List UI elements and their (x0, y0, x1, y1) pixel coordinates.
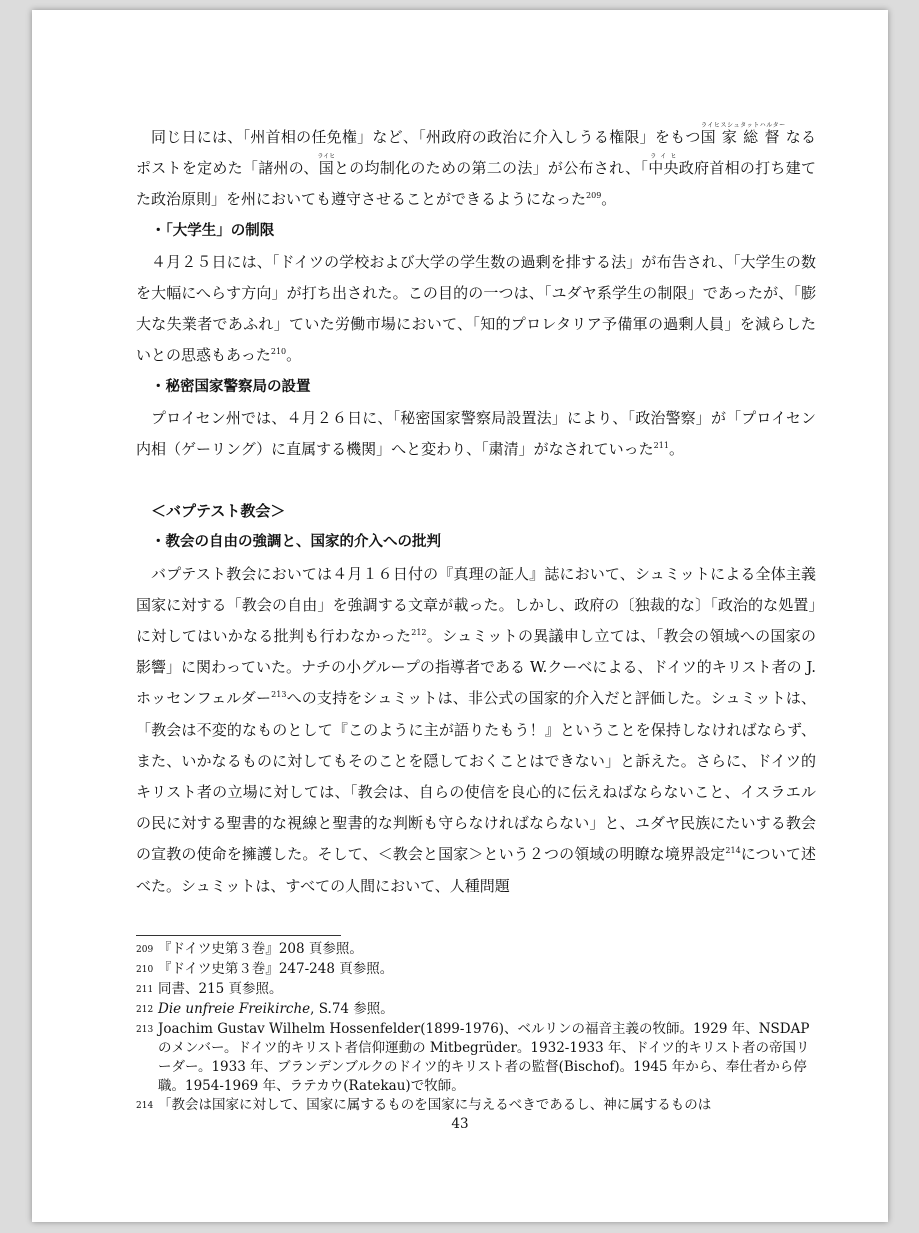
footnote-214 (136, 1096, 816, 1116)
footnote-text: 同書、215 頁参照。 (158, 981, 283, 997)
footnote-divider (136, 935, 341, 936)
document-page (32, 10, 888, 1222)
section-spacer (136, 465, 816, 496)
footnote-ref-211[interactable]: 211 (653, 441, 669, 451)
book-title: Die unfreie Freikirche (158, 1001, 311, 1017)
footnote-text: Joachim Gustav Wilhelm Hossenfelder(1899-1976)、ベルリンの福音主義の牧師。1929 年、NSDAP のメンバー。ドイツ的キリスト者信仰運動の Mitbegrüder。1932-1933 年、ドイツ的キリスト者の帝国リーダー。1933 年、ブランデンブルクのドイツ的キリスト者の監督(Bischof)。1945 年から、奉仕者から停職。1954-1969 年、ラテカウ(Ratekau)で牧師。 (158, 1021, 810, 1094)
paragraph-gestapo: プロイセン州では、４月２６日に、「秘密国家警察局設置法」により、「政治警察」が「プロイセン内相（ゲーリング）に直属する機関」へと変わり、「粛清」がなされていった$^{211}$。 (136, 408, 816, 459)
paragraph-students: ４月２５日には、「ドイツの学校および大学の学生数の過剰を排する法」が布告され、「大学生の数を大幅にへらす方向」が打ち出された。この目的の一つは、「ユダヤ系学生の制限」であったが、「膨大な失業者であふれ」ていた労働市場において、「知的プロレタリア予備軍の過剰人員」を減らしたいとの思惑もあった$^{210}$。 (136, 252, 816, 365)
footnote-211 (136, 980, 816, 1000)
footnote-number: 209 (136, 945, 154, 955)
footnote-number: 213 (136, 1025, 154, 1035)
footnote-number: 211 (136, 985, 154, 995)
paragraph-baptist: バプテスト教会においては４月１６日付の『真理の証人』誌において、シュミットによる全体主義国家に対する「教会の自由」を強調する文章が載った。しかし、政府の〔独裁的な〕「政治的な処置」に対してはいかなる批判も行わなかった$^{212}$。シュミットの異議申し立ては、「教会の領域への国家の影響」に関わっていた。ナチの小グループの指導者である W.クーベによる、ドイツ的キリスト者の J.ホッセンフェルダー$^{213}$への支持をシュミットは、非公式の国家的介入だと評価した。シュミットは、「教会は不変的なものとして『このように主が語りたもう！』ということを保持しなければならず、また、いかなるものに対してもそのことを隠しておくことはできない」と訴えた。さらに、ドイツ的キリスト者の立場に対しては、「教会は、自らの使信を良心的に伝えねばならないこと、イスラエルの民に対する聖書的な視線と聖書的な判断も守らなければならない」と、ユダヤ民族にたいする教会の宣教の使命を擁護した。そして、＜教会と国家＞という２つの領域の明瞭な境界設定$^{214}$について述べた。シュミットは、すべての人間において、人種問題 (136, 564, 816, 895)
footnote-ref-210[interactable]: 210 (270, 347, 287, 357)
heading-students-limit: ・「大学生」の制限 (151, 222, 275, 239)
body-text (136, 122, 816, 902)
footnote-209 (136, 940, 816, 960)
footnote-ref-212[interactable]: 212 (411, 628, 427, 638)
ruby-reich-2: 中央ライヒ (648, 153, 679, 178)
footnote-number: 214 (136, 1101, 154, 1111)
footnotes (136, 940, 816, 1116)
section-title-baptist: ＜バプテスト教会＞ (151, 502, 286, 521)
paragraph-state-governor: 同じ日には、「州首相の任免権」など、「州政府の政治に介入しうる権限」をもつ国家総督ライヒスシュタットハルターなるポストを定めた「諸州の、国ライヒとの均制化のための第二の法」が公布され、「中央ライヒ政府首相の打ち建てた政治原則」を州においても遵守させることができるようになった$^{209}$。 (136, 122, 816, 209)
ruby-reich-1: 国ライヒ (317, 153, 336, 178)
ruby-reichsstatthalter: 国家総督ライヒスシュタットハルター (700, 122, 786, 146)
footnote-ref-213[interactable]: 213 (271, 690, 287, 700)
footnote-text: 「教会は国家に対して、国家に属するものを国家に与えるべきであるし、神に属するものは (158, 1097, 712, 1113)
footnote-213 (136, 1020, 816, 1096)
footnote-number: 212 (136, 1005, 154, 1015)
footnote-ref-214[interactable]: 214 (725, 846, 741, 856)
page-number: 43 (451, 1116, 469, 1132)
footnote-number: 210 (136, 965, 154, 975)
footnote-212 (136, 1000, 816, 1020)
footnote-text: 『ドイツ史第３巻』208 頁参照。 (158, 941, 363, 957)
footnote-text: 『ドイツ史第３巻』247-248 頁参照。 (158, 961, 394, 977)
footnote-ref-209[interactable]: 209 (586, 191, 602, 201)
footnote-210 (136, 960, 816, 980)
footnote-text: Die unfreie Freikirche, S.74 参照。 (158, 1001, 394, 1017)
heading-gestapo: ・秘密国家警察局の設置 (151, 378, 311, 395)
heading-church-freedom: ・教会の自由の強調と、国家的介入への批判 (151, 534, 441, 551)
